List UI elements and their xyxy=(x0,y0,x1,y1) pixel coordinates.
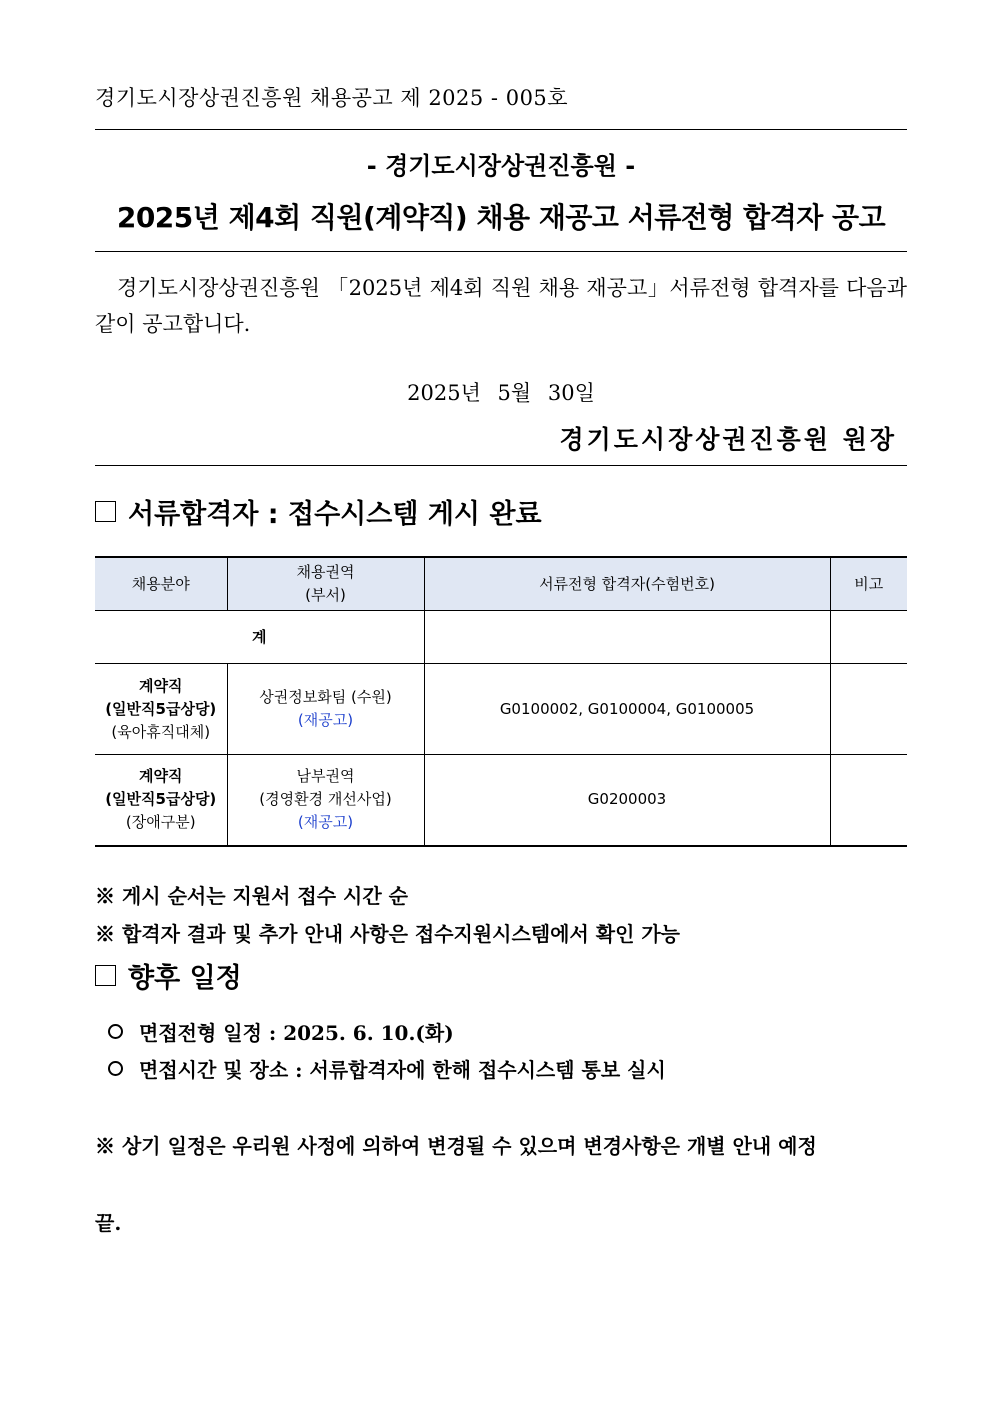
end-mark: 끝. xyxy=(95,1211,122,1235)
header-divider-bottom xyxy=(95,251,907,252)
field-type: 계약직 xyxy=(139,676,183,695)
header-region xyxy=(227,557,424,611)
total-label: 계 xyxy=(95,611,424,664)
checkbox-square-icon xyxy=(95,965,116,986)
region-cell xyxy=(227,755,424,846)
table-row xyxy=(95,664,907,755)
note-result-check: ※ 합격자 결과 및 추가 안내 사항은 접수지원시스템에서 확인 가능 xyxy=(95,922,680,946)
section-heading-schedule xyxy=(95,956,242,995)
field-grade: (일반직5급상당) xyxy=(105,699,217,718)
field-type: 계약직 xyxy=(139,767,183,786)
passers-cell: G0100002, G0100004, G0100005 xyxy=(424,664,830,755)
passers-cell: G0200003 xyxy=(424,755,830,846)
header-field: 채용분야 xyxy=(95,557,227,611)
remarks-cell xyxy=(830,664,907,755)
table-header-row xyxy=(95,557,907,611)
announcement-date: 2025년 5월 30일 xyxy=(407,381,595,405)
region-name: 상권정보화팀 (수원) xyxy=(259,688,392,706)
organization-subtitle: - 경기도시장상권진흥원 - xyxy=(366,152,636,180)
circle-bullet-icon xyxy=(108,1061,123,1076)
schedule-text: 면접시간 및 장소 : 서류합격자에 한해 접수시스템 통보 실시 xyxy=(139,1058,666,1082)
field-cell xyxy=(95,664,227,755)
passers-table xyxy=(95,556,907,847)
table-row xyxy=(95,755,907,846)
document-number: 경기도시장상권진흥원 채용공고 제 2025 - 005호 xyxy=(95,86,569,110)
intro-paragraph: 경기도시장상권진흥원 「2025년 제4회 직원 채용 재공고」서류전형 합격자를 다음과 같이 공고합니다. xyxy=(95,276,907,336)
region-name: 남부권역 xyxy=(296,767,355,786)
field-cell xyxy=(95,755,227,846)
section-title: 향후 일정 xyxy=(128,963,242,994)
final-note: ※ 상기 일정은 우리원 사정에 의하여 변경될 수 있으며 변경사항은 개별 안내 예정 xyxy=(95,1134,817,1158)
header-divider-top xyxy=(95,129,907,130)
signer-name: 경기도시장상권진흥원 원장 xyxy=(559,425,897,454)
signer-divider xyxy=(95,465,907,466)
remarks-cell xyxy=(830,755,907,846)
header-passers: 서류전형 합격자(수험번호) xyxy=(424,557,830,611)
section-title: 서류합격자 : 접수시스템 게시 완료 xyxy=(128,499,542,530)
note-posting-order: ※ 게시 순서는 지원서 접수 시간 순 xyxy=(95,884,408,908)
field-note: (육아휴직대체) xyxy=(111,722,211,741)
header-region-line2: (부서) xyxy=(305,586,346,604)
total-remarks xyxy=(830,611,907,664)
section-heading-passers xyxy=(95,492,542,531)
table-total-row xyxy=(95,611,907,664)
schedule-item xyxy=(108,1017,454,1046)
schedule-text: 면접전형 일정 : 2025. 6. 10.(화) xyxy=(139,1021,454,1045)
reannounce-label: (재공고) xyxy=(297,711,354,729)
total-passers xyxy=(424,611,830,664)
region-dept: (경영환경 개선사업) xyxy=(259,790,392,809)
page-title: 2025년 제4회 직원(계약직) 채용 재공고 서류전형 합격자 공고 xyxy=(116,201,886,234)
region-cell xyxy=(227,664,424,755)
schedule-item xyxy=(108,1054,666,1083)
circle-bullet-icon xyxy=(108,1024,123,1039)
field-grade: (일반직5급상당) xyxy=(105,790,217,809)
reannounce-label: (재공고) xyxy=(297,813,354,832)
checkbox-square-icon xyxy=(95,501,116,522)
field-note: (장애구분) xyxy=(125,813,196,832)
header-region-line1: 채용권역 xyxy=(296,563,355,581)
header-remarks: 비고 xyxy=(830,557,907,611)
